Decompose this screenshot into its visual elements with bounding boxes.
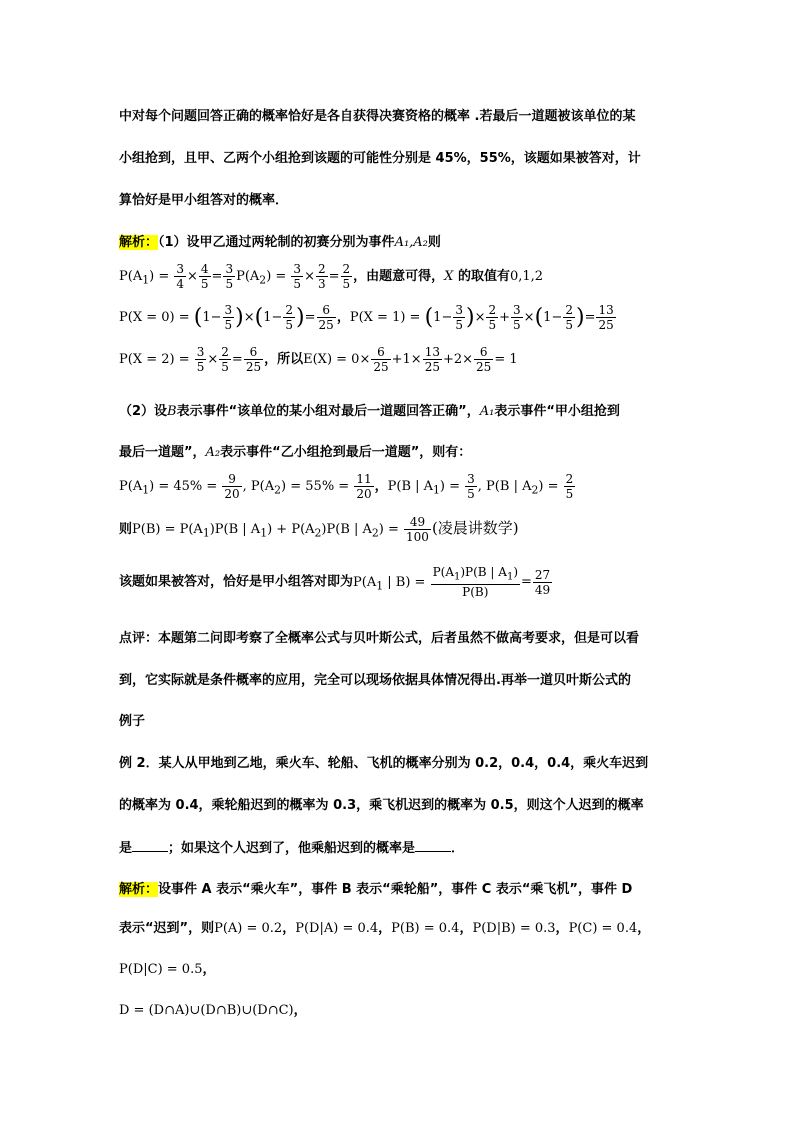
comment-line-2: 到，它实际就是条件概率的应用，完全可以现场依据具体情况得出.再举一道贝叶斯公式的 (119, 673, 631, 688)
solution3-line-2: 表示“迟到”，则P(A) = 0.2，P(D|A) = 0.4，P(B) = 0.4，P(D|B) = 0.3，P(C) = 0.4， (119, 921, 651, 936)
solution2-line-2: 最后一道题”，A₂表示事件“乙小组抢到最后一道题”，则有： (119, 445, 472, 460)
example2-line-1: 例 2．某人从甲地到乙地，乘火车、轮船、飞机的概率分别为 0.2，0.4，0.4，乘火车迟到 (119, 756, 649, 771)
answer-blank-2 (415, 839, 451, 852)
solution1-intro: 解析：（1）设甲乙通过两轮制的初赛分别为事件A₁,A₂则 (119, 235, 441, 250)
answer-blank-1 (132, 839, 168, 852)
solution3-line-3: P(D|C) = 0.5， (119, 962, 216, 977)
comment-line-1: 点评：本题第二问即考察了全概率公式与贝叶斯公式，后者虽然不做高考要求，但是可以看 (119, 631, 640, 646)
example2-line-3: 是 ；如果这个人迟到了，他乘船迟到的概率是 ． (119, 841, 465, 856)
bayes-line: 该题如果被答对，恰好是甲小组答对即为$P(A_1$ | B) = $\frac{P(A_1)P(B | A_1)}{P(B)}$ = $\frac{27}{49}$ (119, 565, 551, 600)
watermark-text: (凌晨讲数学) (431, 519, 519, 537)
solution-label-2: 解析： (119, 882, 159, 897)
solution3-line-1: 解析：设事件 A 表示“乘火车”，事件 B 表示“乘轮船”，事件 C 表示“乘飞机”，事件 D (119, 882, 633, 897)
problem-line-1: 中对每个问题回答正确的概率恰好是各自获得决赛资格的概率 .若最后一道题被该单位的某 (119, 109, 636, 124)
problem-line-3: 算恰好是甲小组答对的概率． (119, 193, 289, 208)
prob-a1-a2-line: $P(A_1) = 45\%$ = $\frac{9}{20}$ , $P(A_2) = 55\%$ = $\frac{11}{20}$ ，P(B | $A_1$) = $\frac{3}{5}$ , P(B | $A_2$) = $\frac{2}{5}$ (119, 472, 574, 501)
comment-line-3: 例子 (119, 714, 146, 729)
prob-x2-ex-line: P(X = 2) = $\frac{3}{5}$ × $\frac{2}{5}$ = $\frac{6}{25}$ ，所以E(X) = 0× $\frac{6}{25}$ +1× $\frac{13}{25}$ +2× $\frac{6}{25}$ = 1 (119, 345, 518, 374)
event-symbols: A₁,A₂ (394, 235, 428, 250)
solution-label: 解析： (119, 235, 159, 250)
total-probability-line: 则$P(B) = P(A_1)P(B$ | $A_1) + P(A_2)P(B$ | $A_2$) = $\frac{49}{100}$ (凌晨讲数学) (119, 515, 519, 544)
solution2-line-1: （2）设B表示事件“该单位的某小组对最后一道题回答正确”，A₁表示事件“甲小组抢到 (119, 404, 620, 419)
prob-a-line: $P(A_1)$ = $\frac{3}{4}$ × $\frac{4}{5}$ = $\frac{3}{5}$ $P(A_2)$ = $\frac{3}{5}$ × $\frac{2}{3}$ = $\frac{2}{5}$ ，由题意可得，X 的取值有0,1,2 (119, 262, 544, 291)
prob-x0-x1-line: P(X = 0) = (1− $\frac{3}{5}$ )×(1− $\frac{2}{5}$ )= $\frac{6}{25}$ ，P(X = 1) = (1− $\frac{3}{5}$ )× $\frac{2}{5}$ + $\frac{3}{5}$ ×(1− $\frac{2}{5}$ )= $\frac{13}{25}$ (119, 303, 614, 332)
example2-line-2: 的概率为 0.4，乘轮船迟到的概率为 0.3，乘飞机迟到的概率为 0.5，则这个人迟到的概率 (119, 798, 644, 813)
solution3-line-4: D = (D∩A)∪(D∩B)∪(D∩C)， (119, 1003, 307, 1018)
problem-line-2: 小组抢到，且甲、乙两个小组抢到该题的可能性分别是 45%，55%，该题如果被答对，计 (119, 151, 641, 166)
